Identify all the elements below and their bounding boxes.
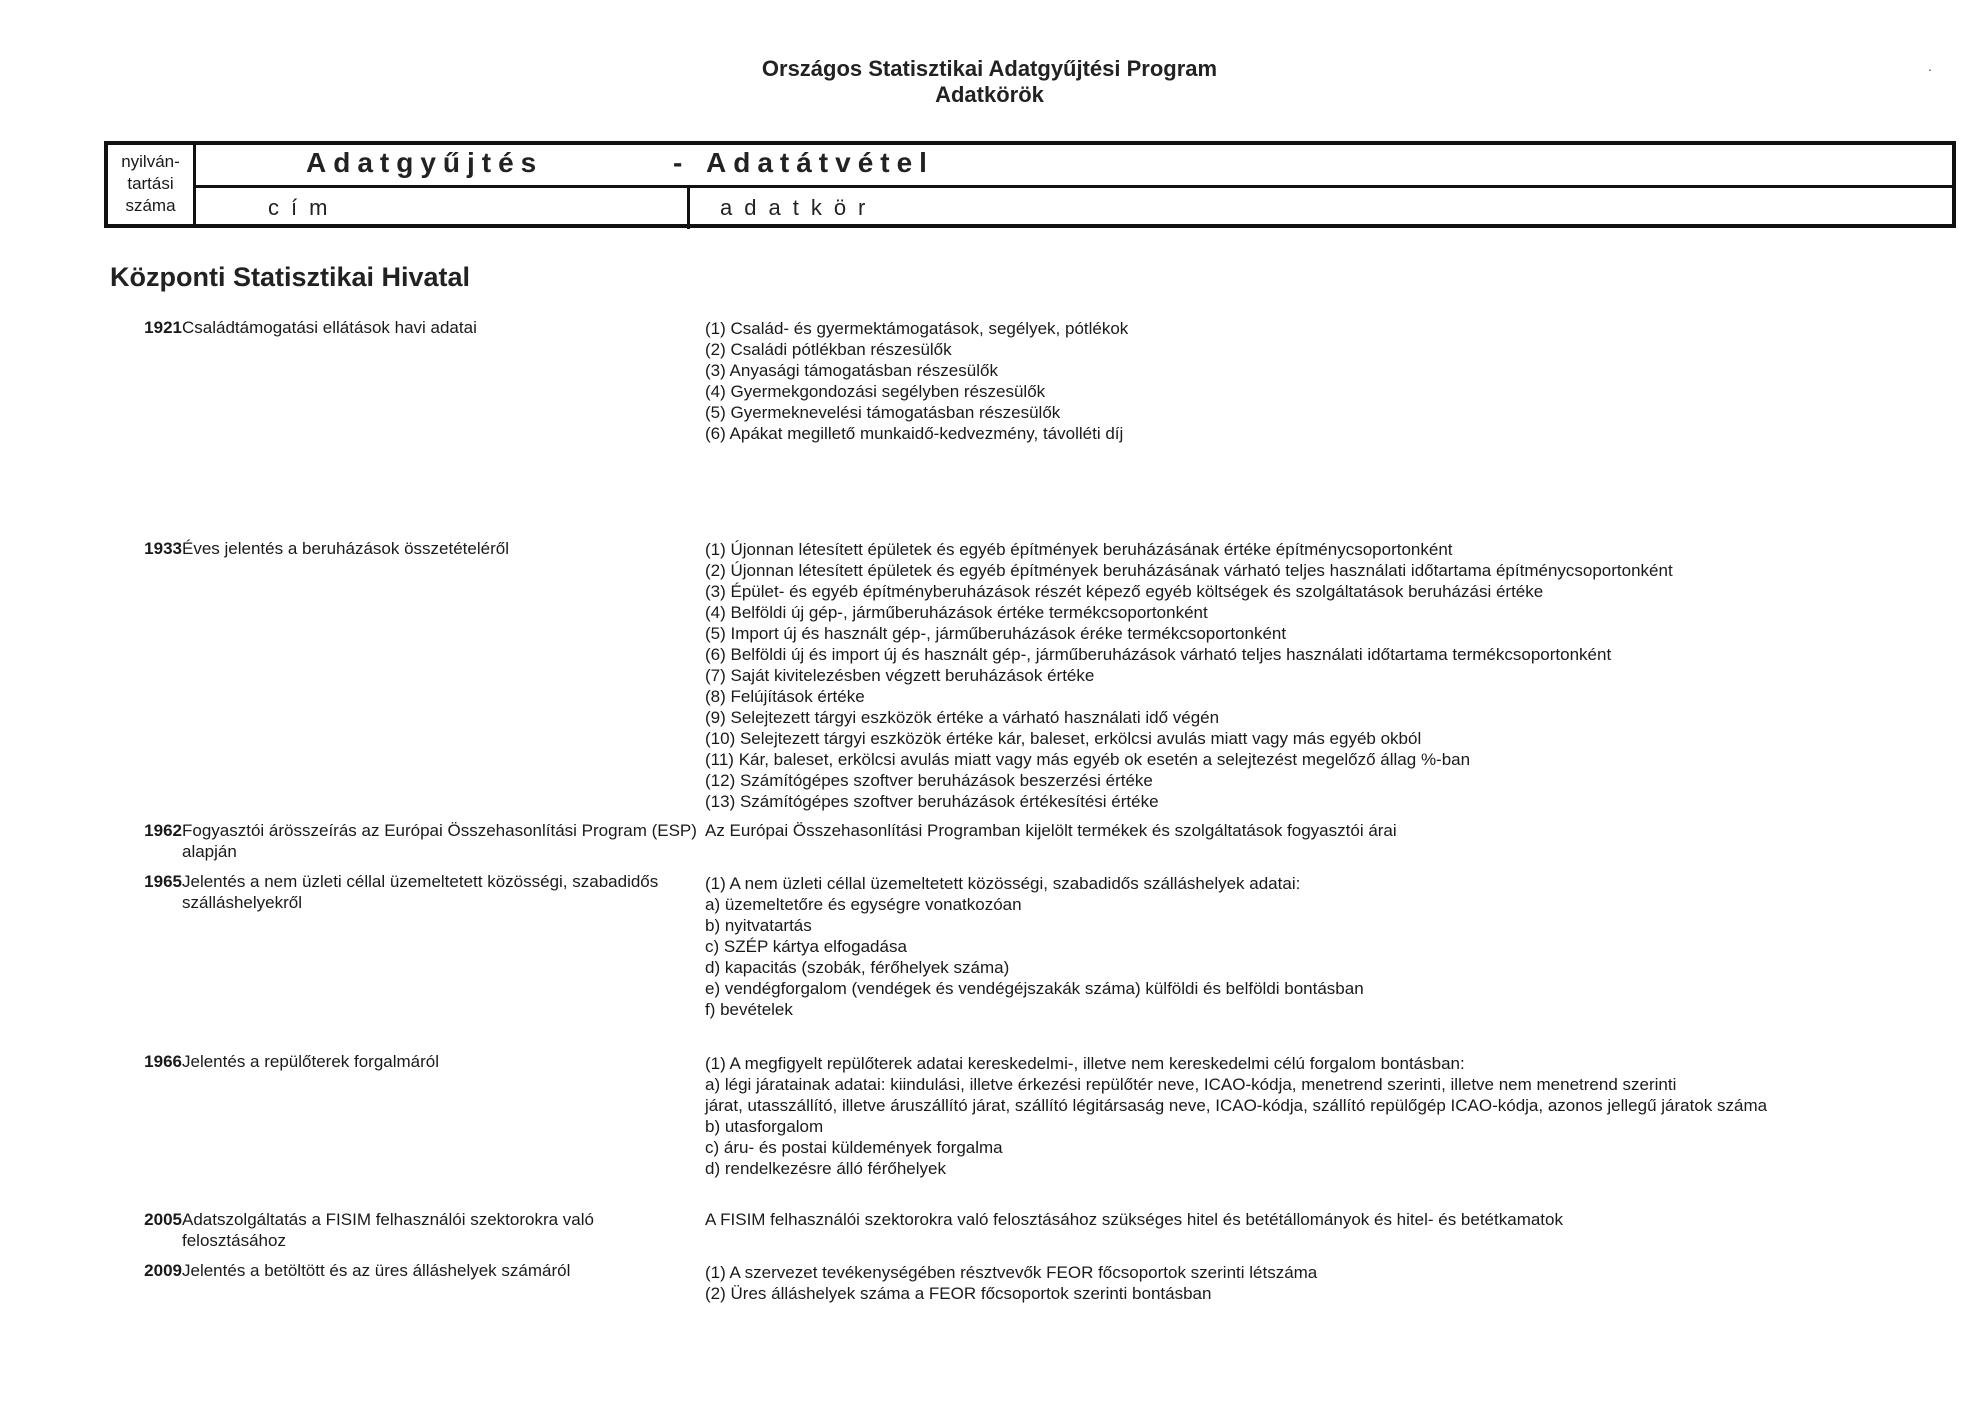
- entry-data-items: [705, 318, 1965, 444]
- data-item: f) bevételek: [705, 1000, 793, 1019]
- data-item: (1) Család- és gyermektámogatások, segélyek, pótlékok: [705, 319, 1129, 338]
- data-item: járat, utasszállító, illetve áruszállító járat, szállító légitársaság neve, ICAO-kódja, szállító repülőgép ICAO-kódja, azonos jellegű járatok száma: [705, 1096, 1768, 1115]
- header-dash: -: [673, 147, 690, 178]
- data-item: (4) Gyermekgondozási segélyben részesülők: [705, 382, 1046, 401]
- data-item: b) nyitvatartás: [705, 916, 812, 935]
- entry-title: Adatszolgáltatás a FISIM felhasználói szektorokra való felosztásához: [182, 1210, 594, 1250]
- header-data-column: adatkör: [720, 195, 878, 220]
- header-transfer: Adatátvétel: [706, 147, 934, 178]
- entry-number: 1933: [144, 539, 182, 558]
- data-item: (1) Újonnan létesített épületek és egyéb építmények beruházásának értéke építménycsoportonként: [705, 540, 1453, 559]
- data-item: (2) Családi pótlékban részesülők: [705, 340, 952, 359]
- data-item: c) SZÉP kártya elfogadása: [705, 937, 907, 956]
- data-item: (5) Gyermeknevelési támogatásban részesülők: [705, 403, 1061, 422]
- registration-number-header: [108, 145, 196, 224]
- header-left-line: nyilván-: [121, 152, 180, 171]
- entry-number: 1965: [144, 872, 182, 891]
- data-item: d) rendelkezésre álló férőhelyek: [705, 1159, 946, 1178]
- entry-title: Családtámogatási ellátások havi adatai: [182, 318, 477, 337]
- data-item: (1) A megfigyelt repülőterek adatai kereskedelmi-, illetve nem kereskedelmi célú forgalom bontásban:: [705, 1054, 1465, 1073]
- data-item: (11) Kár, baleset, erkölcsi avulás miatt vagy más egyéb ok esetén a selejtezést megelőző állag %-ban: [705, 750, 1471, 769]
- data-item: d) kapacitás (szobák, férőhelyek száma): [705, 958, 1010, 977]
- entry-data-items: [705, 820, 1965, 841]
- entry-data-items: [705, 1262, 1965, 1304]
- data-item: b) utasforgalom: [705, 1117, 824, 1136]
- header-left-line: száma: [125, 196, 176, 215]
- entry-title: Fogyasztói árösszeírás az Európai Összehasonlítási Program (ESP) alapján: [182, 821, 697, 861]
- page-title: Országos Statisztikai Adatgyűjtési Program: [761, 56, 1218, 81]
- data-item: (7) Saját kivitelezésben végzett beruházások értéke: [705, 666, 1095, 685]
- data-item: a) üzemeltetőre és egységre vonatkozóan: [705, 895, 1022, 914]
- entry-number: 1962: [144, 821, 182, 840]
- entry-data-items: [705, 539, 1965, 812]
- organization-heading: Központi Statisztikai Hivatal: [110, 262, 471, 292]
- header-divider: [196, 185, 1952, 188]
- entry-data-items: [705, 873, 1965, 1020]
- header-column-divider: [687, 187, 690, 229]
- data-item: (8) Felújítások értéke: [705, 687, 865, 706]
- entry-number: 1966: [144, 1052, 182, 1071]
- entry-number: 2009: [144, 1261, 182, 1280]
- page-subtitle: Adatkörök: [935, 82, 1044, 107]
- data-item: a) légi járatainak adatai: kiindulási, illetve érkezési repülőtér neve, ICAO-kódja, menetrend szerinti, illetve nem menetrend szerinti: [705, 1075, 1677, 1094]
- data-item: c) áru- és postai küldemények forgalma: [705, 1138, 1003, 1157]
- data-item: e) vendégforgalom (vendégek és vendégéjszakák száma) külföldi és belföldi bontásban: [705, 979, 1364, 998]
- data-item: (3) Anyasági támogatásban részesülők: [705, 361, 998, 380]
- entry-number: 1921: [144, 318, 182, 337]
- entry-title: Éves jelentés a beruházások összetételéről: [182, 539, 509, 558]
- data-item: (10) Selejtezett tárgyi eszközök értéke kár, baleset, erkölcsi avulás miatt vagy más egyéb okból: [705, 729, 1422, 748]
- entry-title: Jelentés a repülőterek forgalmáról: [182, 1052, 440, 1071]
- data-item: (1) A nem üzleti céllal üzemeltetett közösségi, szabadidős szálláshelyek adatai:: [705, 874, 1301, 893]
- data-item: (3) Épület- és egyéb építményberuházások részét képező egyéb költségek és szolgáltatások beruházási értéke: [705, 582, 1544, 601]
- data-item: (5) Import új és használt gép-, járműberuházások éréke termékcsoportonként: [705, 624, 1287, 643]
- data-item: A FISIM felhasználói szektorokra való felosztásához szükséges hitel és betétállományok és hitel- és betétkamatok: [705, 1210, 1563, 1229]
- data-item: (2) Újonnan létesített épületek és egyéb építmények beruházásának várható teljes használati időtartama építménycsoportonként: [705, 561, 1673, 580]
- data-item: Az Európai Összehasonlítási Programban kijelölt termékek és szolgáltatások fogyasztói árai: [705, 821, 1397, 840]
- data-item: (6) Apákat megillető munkaidő-kedvezmény, távolléti díj: [705, 424, 1124, 443]
- data-item: (12) Számítógépes szoftver beruházások beszerzési értéke: [705, 771, 1153, 790]
- data-item: (4) Belföldi új gép-, járműberuházások értéke termékcsoportonként: [705, 603, 1208, 622]
- data-item: (9) Selejtezett tárgyi eszközök értéke a várható használati idő végén: [705, 708, 1220, 727]
- header-collection: Adatgyűjtés: [306, 147, 544, 178]
- entry-data-items: [705, 1209, 1965, 1230]
- page-title-block: [0, 56, 1979, 108]
- corner-mark: .: [1928, 58, 1932, 74]
- header-title-column: cím: [268, 195, 340, 220]
- column-header-table: [104, 141, 1956, 228]
- header-left-line: tartási: [127, 174, 174, 193]
- data-item: (1) A szervezet tevékenységében résztvevők FEOR főcsoportok szerinti létszáma: [705, 1263, 1318, 1282]
- data-item: (6) Belföldi új és import új és használt gép-, járműberuházások várható teljes használati időtartama termékcsoportonként: [705, 645, 1612, 664]
- entry-data-items: [705, 1053, 1965, 1179]
- data-item: (13) Számítógépes szoftver beruházások értékesítési értéke: [705, 792, 1159, 811]
- entry-title: Jelentés a betöltött és az üres álláshelyek számáról: [182, 1261, 571, 1280]
- entry-title: Jelentés a nem üzleti céllal üzemeltetett közösségi, szabadidős szálláshelyekről: [182, 872, 659, 912]
- entry-number: 2005: [144, 1210, 182, 1229]
- data-item: (2) Üres álláshelyek száma a FEOR főcsoportok szerinti bontásban: [705, 1284, 1212, 1303]
